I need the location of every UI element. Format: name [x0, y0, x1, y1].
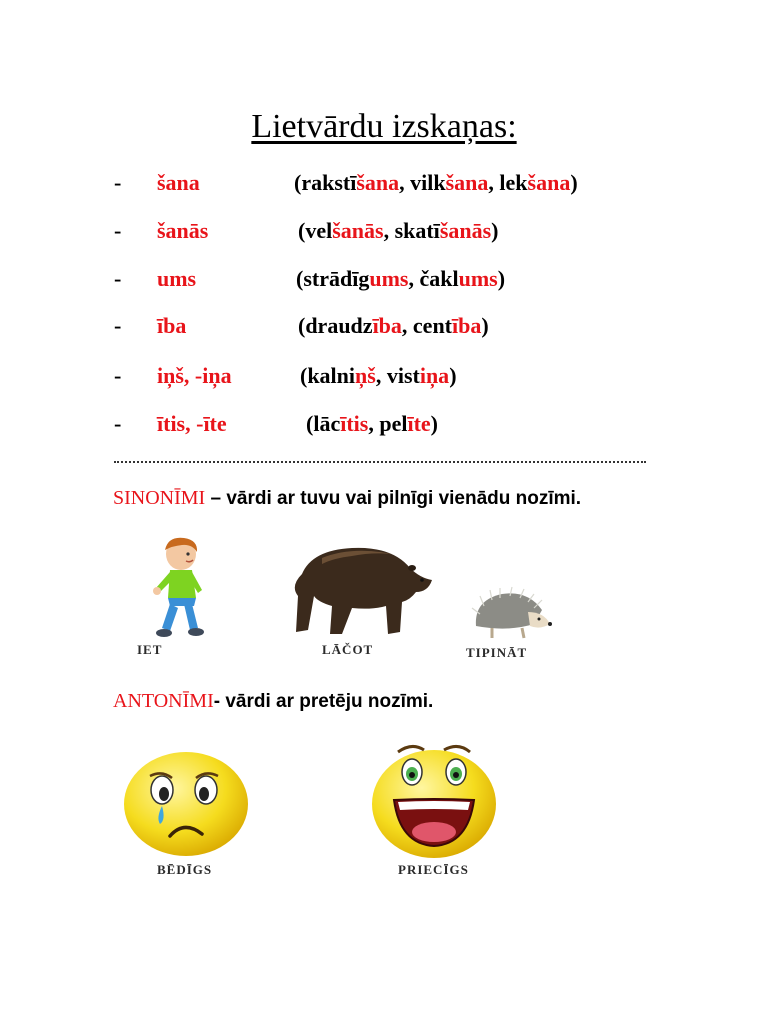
example-text-part: , skatī [383, 218, 440, 243]
example-text-part: ) [481, 313, 489, 338]
example-text-part: ) [570, 170, 578, 195]
example-text-part: (lāc [306, 411, 341, 436]
synonyms-line [113, 487, 581, 510]
example-suffix-part: šana [445, 170, 489, 195]
caption-priecigs: PRIECĪGS [398, 862, 469, 877]
list-dash: - [114, 218, 122, 243]
example-suffix-part: šana [527, 170, 571, 195]
walking-boy-icon [148, 536, 210, 642]
sad-smiley-icon [122, 748, 250, 858]
example-suffix-part: ums [369, 266, 409, 291]
suffix-examples [298, 313, 489, 339]
example-text-part: , vist [375, 363, 420, 388]
example-suffix-part: šana [356, 170, 400, 195]
suffix-label: ība [157, 313, 187, 338]
example-text-part: ) [491, 218, 499, 243]
synonyms-definition: – vārdi ar tuvu vai pilnīgi vienādu nozīmi. [205, 488, 582, 509]
caption-tipinat: TIPINĀT [466, 645, 528, 660]
suffix-examples [294, 170, 578, 196]
example-suffix-part: ība [452, 313, 482, 338]
suffix-label: šanās [157, 218, 209, 243]
example-text-part: (draudz [298, 313, 373, 338]
suffix-examples [300, 363, 457, 389]
example-text-part: , lek [488, 170, 528, 195]
list-dash: - [114, 363, 122, 388]
list-dash: - [114, 170, 122, 195]
caption-bedigs: BĒDĪGS [157, 862, 213, 877]
happy-smiley-icon [368, 738, 500, 860]
example-suffix-part: šanās [332, 218, 384, 243]
example-suffix-part: ība [372, 313, 402, 338]
example-text-part: ) [449, 363, 457, 388]
dotted-divider [114, 461, 646, 463]
suffix-row [0, 266, 768, 300]
suffix-label: ītis, -īte [157, 411, 227, 436]
suffix-row [0, 313, 768, 347]
antonyms-definition: - vārdi ar pretēju nozīmi. [213, 691, 434, 712]
example-text-part: , pel [368, 411, 408, 436]
bear-icon [282, 540, 434, 640]
caption-lacot: LĀČOT [322, 642, 374, 657]
suffix-row [0, 170, 768, 204]
suffix-examples [298, 218, 499, 244]
suffix-label: iņš, -iņa [157, 363, 232, 388]
example-text-part: ) [497, 266, 506, 291]
list-dash: - [114, 313, 122, 338]
example-text-part: ) [430, 411, 438, 436]
example-text-part: (rakstī [294, 170, 357, 195]
example-suffix-part: iņa [419, 363, 450, 388]
synonyms-term: SINONĪMI [113, 487, 206, 509]
example-text-part: , čakl [408, 266, 459, 291]
caption-iet: IET [137, 642, 163, 657]
suffix-label: ums [157, 266, 197, 291]
page-title: Lietvārdu izskaņas: [251, 108, 517, 145]
example-text-part: , cent [401, 313, 453, 338]
hedgehog-icon [468, 586, 552, 642]
list-dash: - [114, 411, 122, 436]
example-suffix-part: īte [407, 411, 431, 436]
list-dash: - [114, 266, 122, 291]
example-text-part: (vel [298, 218, 333, 243]
suffix-examples [296, 266, 505, 292]
example-suffix-part: ums [458, 266, 498, 291]
example-suffix-part: šanās [439, 218, 492, 243]
example-text-part: (kalni [300, 363, 356, 388]
suffix-row [0, 363, 768, 397]
example-suffix-part: ņš [355, 363, 376, 388]
antonyms-line [113, 690, 433, 713]
suffix-row [0, 411, 768, 445]
suffix-label: šana [157, 170, 200, 195]
antonyms-term: ANTONĪMI [113, 690, 214, 712]
example-text-part: , vilk [399, 170, 446, 195]
suffix-row [0, 218, 768, 252]
example-suffix-part: ītis [340, 411, 369, 436]
suffix-examples [306, 411, 438, 437]
example-text-part: (strādīg [296, 266, 370, 291]
